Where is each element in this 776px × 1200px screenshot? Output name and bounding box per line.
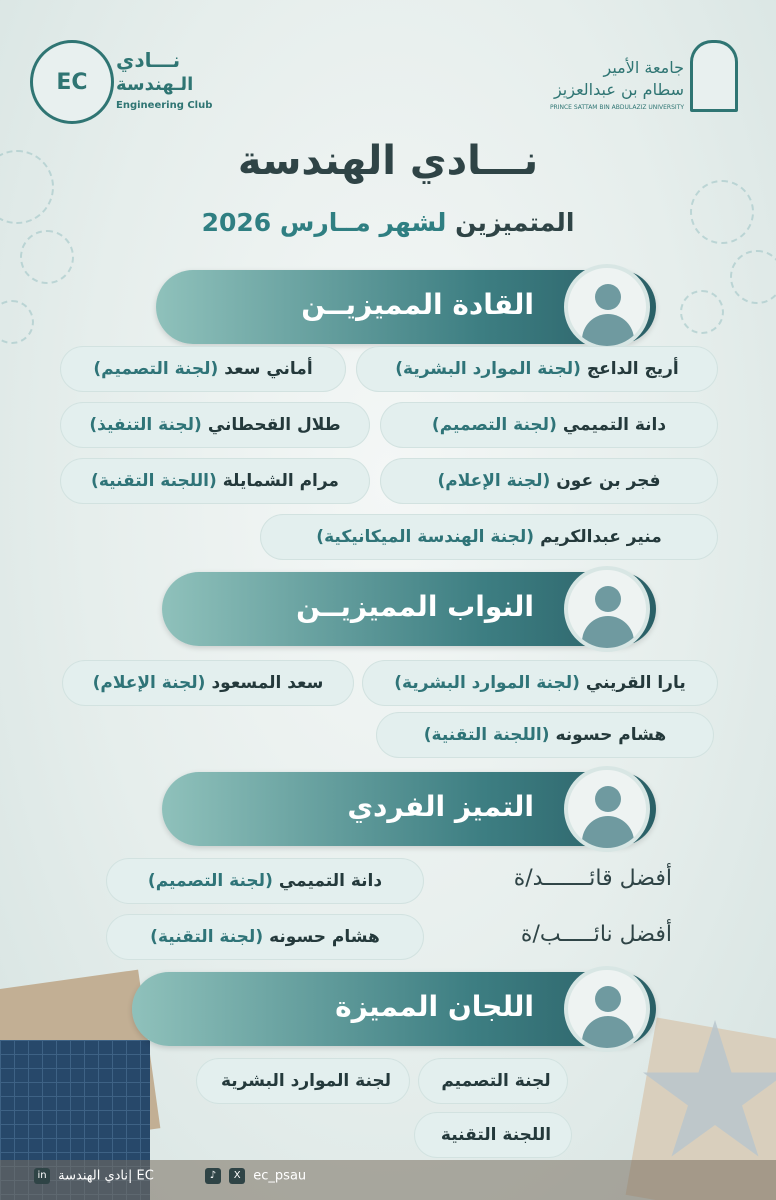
list-item <box>376 712 714 758</box>
member-committee: (لجنة التصميم) <box>431 415 557 435</box>
member-name: أريج الداعج <box>586 359 679 379</box>
member-name: سعد المسعود <box>211 673 324 693</box>
footer-handle-text: ec_psau <box>253 1168 307 1184</box>
member-name: دانة التميمي <box>562 415 667 435</box>
member-committee: (لجنة الإعلام) <box>437 471 551 491</box>
avatar-icon <box>564 264 650 350</box>
member-committee: (لجنة التصميم) <box>93 359 219 379</box>
subtitle-prefix: المتميزين <box>455 208 575 237</box>
list-item <box>356 346 718 392</box>
tiktok-icon: ♪ <box>205 1168 221 1184</box>
page-title: نـــادي الهندسة <box>237 138 539 184</box>
list-item <box>380 458 718 504</box>
list-item <box>60 402 370 448</box>
award-label-best-leader: أفضل قائـــــــد/ة <box>513 866 672 891</box>
member-committee: (لجنة الموارد البشرية) <box>395 359 581 379</box>
university-name-line1: جامعة الأمير <box>603 58 684 77</box>
award-label-best-deputy: أفضل نائـــــب/ة <box>520 922 672 947</box>
committee-name: لجنة الموارد البشرية <box>220 1071 392 1091</box>
gear-decoration <box>0 300 34 344</box>
member-name: دانة التميمي <box>278 871 383 891</box>
committee-name: اللجنة التقنية <box>440 1125 552 1145</box>
university-logo <box>518 40 738 120</box>
x-icon: X <box>229 1168 245 1184</box>
avatar-icon <box>564 566 650 652</box>
member-name: مرام الشمايلة <box>222 471 339 491</box>
university-emblem-icon <box>690 40 738 112</box>
list-item <box>60 458 370 504</box>
gear-decoration <box>20 230 74 284</box>
member-name: يارا القريني <box>585 673 686 693</box>
member-committee: (لجنة الموارد البشرية) <box>394 673 580 693</box>
committee-item <box>418 1058 568 1104</box>
member-name: منير عبدالكريم <box>540 527 662 547</box>
list-item <box>60 346 346 392</box>
footer-social-handle[interactable] <box>205 1168 306 1184</box>
university-name-english: PRINCE SATTAM BIN ABDULAZIZ UNIVERSITY <box>549 104 684 111</box>
list-item <box>260 514 718 560</box>
avatar-icon <box>564 966 650 1052</box>
committee-item <box>414 1112 572 1158</box>
member-committee: (لجنة الهندسة الميكانيكية) <box>316 527 535 547</box>
page-subtitle <box>0 208 776 237</box>
club-emblem: EC <box>30 40 114 124</box>
subtitle-rest: لشهر مــارس 2026 <box>201 208 447 237</box>
member-committee: (لجنة التقنية) <box>150 927 264 947</box>
list-item <box>362 660 718 706</box>
club-logo <box>30 40 230 120</box>
committee-name: لجنة التصميم <box>441 1071 551 1091</box>
footer-club-handle[interactable] <box>34 1168 154 1184</box>
award-winner-best-leader <box>106 858 424 904</box>
gear-decoration <box>680 290 724 334</box>
member-committee: (لجنة الإعلام) <box>92 673 206 693</box>
footer-club-text: نادي الهندسة| EC <box>58 1168 154 1184</box>
list-item <box>380 402 718 448</box>
linkedin-icon: in <box>34 1168 50 1184</box>
club-name-line2: الـهندسة <box>116 74 194 95</box>
gear-decoration <box>730 250 776 304</box>
member-committee: (لجنة التصميم) <box>147 871 273 891</box>
section-heading: النواب المميزيــن <box>296 590 534 623</box>
club-name-line1: نـــادي <box>116 48 181 72</box>
member-name: طلال القحطاني <box>207 415 341 435</box>
member-name: هشام حسونه <box>555 725 667 745</box>
section-heading: القادة المميزيــن <box>301 288 534 321</box>
avatar-icon <box>564 766 650 852</box>
member-name: هشام حسونه <box>269 927 380 947</box>
club-name-english: Engineering Club <box>116 100 213 111</box>
award-winner-best-deputy <box>106 914 424 960</box>
member-committee: (اللجنة التقنية) <box>423 725 550 745</box>
section-heading: اللجان المميزة <box>335 990 534 1023</box>
section-heading: التميز الفردي <box>347 790 534 823</box>
member-name: فجر بن عون <box>556 471 661 491</box>
member-committee: (اللجنة التقنية) <box>91 471 217 491</box>
member-committee: (لجنة التنفيذ) <box>89 415 202 435</box>
committee-item <box>196 1058 410 1104</box>
list-item <box>62 660 354 706</box>
university-name-line2: سطام بن عبدالعزيز <box>553 80 684 99</box>
member-name: أماني سعد <box>224 359 313 379</box>
